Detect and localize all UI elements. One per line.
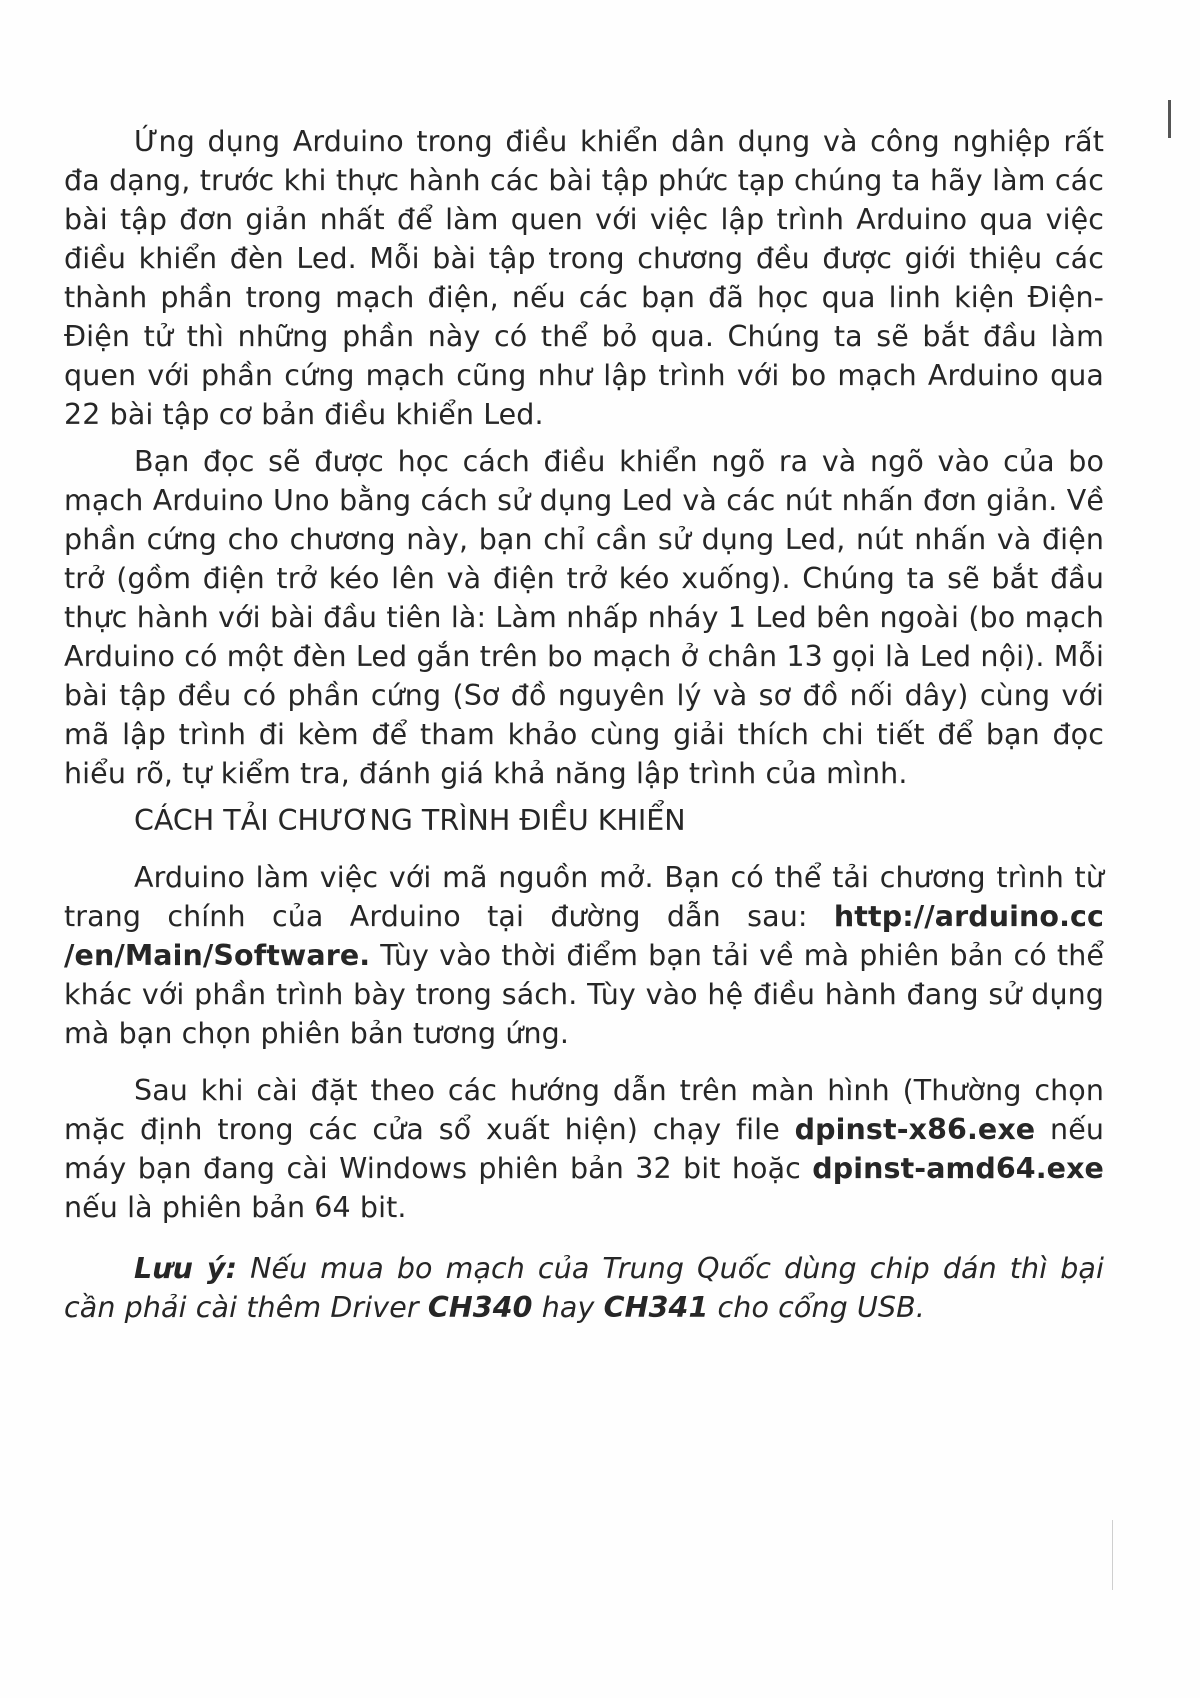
file-name-x86: dpinst-x86.exe: [794, 1113, 1036, 1146]
download-text-before: Arduino làm việc với mã nguồn mở. Bạn có thể tải chương trình từ trang chính của Arduino tại đường dẫn sau:: [64, 861, 1104, 933]
paragraph-download: [64, 858, 1104, 1053]
download-text-after: Tùy vào thời điểm bạn tải về mà phiên bản có thể khác với phần trình bày trong sách. Tùy vào hệ điều hành đang sử dụng mà bạn chọn phiên bản tương ứng.: [64, 939, 1104, 1050]
note-text-1: Nếu mua bo mạch của Trung Quốc dùng chip dán thì bại cần phải cài thêm Driver: [64, 1252, 1104, 1324]
download-link: http://arduino.cc /en/Main/Software.: [64, 900, 1104, 972]
install-text-2: nếu máy bạn đang cài Windows phiên bản 32 bit hoặc: [64, 1113, 1104, 1185]
driver-ch341: CH341: [603, 1291, 709, 1324]
note-text-3: cho cổng USB.: [708, 1291, 925, 1324]
section-heading: CÁCH TẢI CHƯƠNG TRÌNH ĐIỀU KHIỂN: [134, 804, 686, 837]
scan-edge-line: [1112, 1520, 1113, 1590]
paragraph-install: [64, 1071, 1104, 1227]
file-name-amd64: dpinst-amd64.exe: [812, 1152, 1104, 1185]
note-label: Lưu ý:: [134, 1252, 238, 1285]
page-content: [64, 122, 1104, 1335]
driver-ch340: CH340: [427, 1291, 533, 1324]
install-text-1: Sau khi cài đặt theo các hướng dẫn trên màn hình (Thường chọn mặc định trong các cửa sổ xuất hiện) chạy file: [64, 1074, 1104, 1146]
paragraph-intro: Ứng dụng Arduino trong điều khiển dân dụng và công nghiệp rất đa dạng, trước khi thực hành các bài tập phức tạp chúng ta hãy làm các bài tập đơn giản nhất để làm quen với việc lập trình Arduino qua việc điều khiển đèn Led. Mỗi bài tập trong chương đều được giới thiệu các thành phần trong mạch điện, nếu các bạn đã học qua linh kiện Điện-Điện tử thì những phần này có thể bỏ qua. Chúng ta sẽ bắt đầu làm quen với phần cứng mạch cũng như lập trình với bo mạch Arduino qua 22 bài tập cơ bản điều khiển Led.: [64, 125, 1104, 431]
note-text-2: hay: [532, 1291, 604, 1324]
scan-edge-mark: [1168, 100, 1171, 138]
paragraph-note: [64, 1249, 1104, 1327]
paragraph-overview: Bạn đọc sẽ được học cách điều khiển ngõ ra và ngõ vào của bo mạch Arduino Uno bằng cách sử dụng Led và các nút nhấn đơn giản. Về phần cứng cho chương này, bạn chỉ cần sử dụng Led, nút nhấn và điện trở (gồm điện trở kéo lên và điện trở kéo xuống). Chúng ta sẽ bắt đầu thực hành với bài đầu tiên là: Làm nhấp nháy 1 Led bên ngoài (bo mạch Arduino có một đèn Led gắn trên bo mạch ở chân 13 gọi là Led nội). Mỗi bài tập đều có phần cứng (Sơ đồ nguyên lý và sơ đồ nối dây) cùng với mã lập trình đi kèm để tham khảo cùng giải thích chi tiết để bạn đọc hiểu rõ, tự kiểm tra, đánh giá khả năng lập trình của mình.: [64, 445, 1104, 790]
install-text-3: nếu là phiên bản 64 bit.: [64, 1191, 407, 1224]
